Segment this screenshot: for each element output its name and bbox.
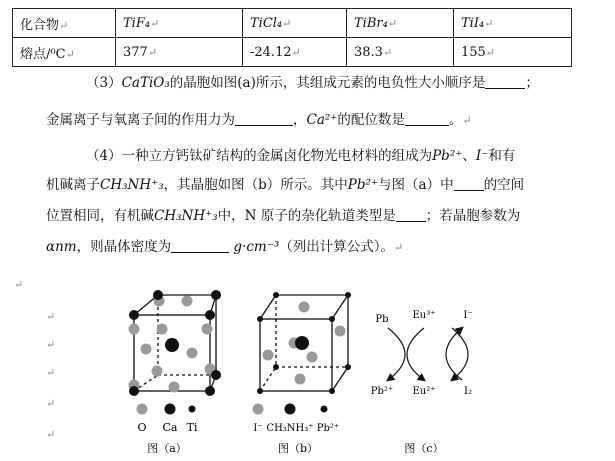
question-4-line-4: αnm，则晶体密度为 g·cm⁻³（列出计算公式）。↵: [46, 239, 404, 255]
table-cell: -24.12↵: [243, 38, 347, 67]
reaction-arrow: [407, 328, 424, 380]
question-4-line-3: 位置相同，有机碱CH₃NH⁺₃中，N 原子的杂化轨道类型是 ；若晶胞参数为: [46, 208, 521, 224]
question-4-line-1: （4）一种立方钙钛矿结构的金属卤化物光电材料的组成为Pb²⁺、I⁻和有: [86, 148, 516, 164]
answer-blank: [396, 208, 426, 222]
legend-label: Pb²⁺: [316, 423, 340, 434]
table-row: [13, 38, 572, 67]
paragraph-mark: ↵: [46, 428, 56, 441]
table-header-cell: TiF₄↵: [116, 9, 243, 38]
paragraph-mark: ↵: [46, 338, 56, 351]
species-label: I⁻: [463, 310, 473, 321]
answer-blank: [485, 75, 525, 89]
answer-blank: [235, 112, 293, 126]
table-header-row: [13, 9, 572, 38]
legend-label: Ti: [186, 421, 198, 434]
table-cell: 38.3↵: [347, 38, 454, 67]
question-3-line-1: （3）CaTiO₃的晶胞如图(a)所示，其组成元素的电负性大小顺序是 ；: [86, 75, 539, 91]
table-cell: 155↵: [454, 38, 572, 67]
species-label: Pb: [375, 314, 389, 325]
paragraph-mark: ↵: [46, 366, 56, 379]
legend-label: CH₃NH₃⁺: [266, 423, 314, 434]
figure-c-redox-cycle: [360, 300, 500, 455]
figure-caption: 图（c）: [404, 442, 444, 455]
paragraph-mark: ↵: [46, 397, 56, 410]
figure-a-perovskite-cell: [112, 285, 237, 455]
table-header-cell: TiCl₄↵: [243, 9, 347, 38]
question-4-line-2: 机碱离子CH₃NH⁺₃，其晶胞如图（b）所示。其中Pb²⁺与图（a）中 的空间: [46, 177, 525, 193]
table-header-cell: TiI₄↵: [454, 9, 572, 38]
table-header-cell: TiBr₄↵: [347, 9, 454, 38]
reaction-arrow: [388, 328, 405, 380]
answer-blank: [454, 177, 484, 191]
figure-caption: 图（b）: [277, 442, 319, 455]
species-label: Eu²⁺: [412, 386, 436, 397]
figure-caption: 图（a）: [147, 442, 187, 455]
melting-point-table: [12, 8, 572, 67]
species-label: Eu³⁺: [412, 310, 436, 321]
answer-blank: [171, 239, 229, 253]
legend-label: I⁻: [253, 423, 263, 434]
table-cell: 377↵: [116, 38, 243, 67]
paragraph-mark: ↵: [46, 310, 56, 323]
table-header-cell: 化合物↵: [13, 9, 116, 38]
answer-blank: [405, 112, 449, 126]
species-label: I₂: [464, 386, 472, 397]
question-3-line-2: 金属离子与氧离子间的作用力为 ，Ca²⁺的配位数是 。↵: [46, 112, 472, 128]
figure-b-halide-perovskite-cell: [242, 285, 362, 455]
legend-label: Ca: [162, 421, 178, 434]
table-row-label: 熔点/⁰C↵: [13, 38, 116, 67]
paragraph-mark: ↵: [14, 278, 24, 291]
legend-label: O: [137, 421, 147, 434]
species-label: Pb²⁺: [370, 386, 394, 397]
